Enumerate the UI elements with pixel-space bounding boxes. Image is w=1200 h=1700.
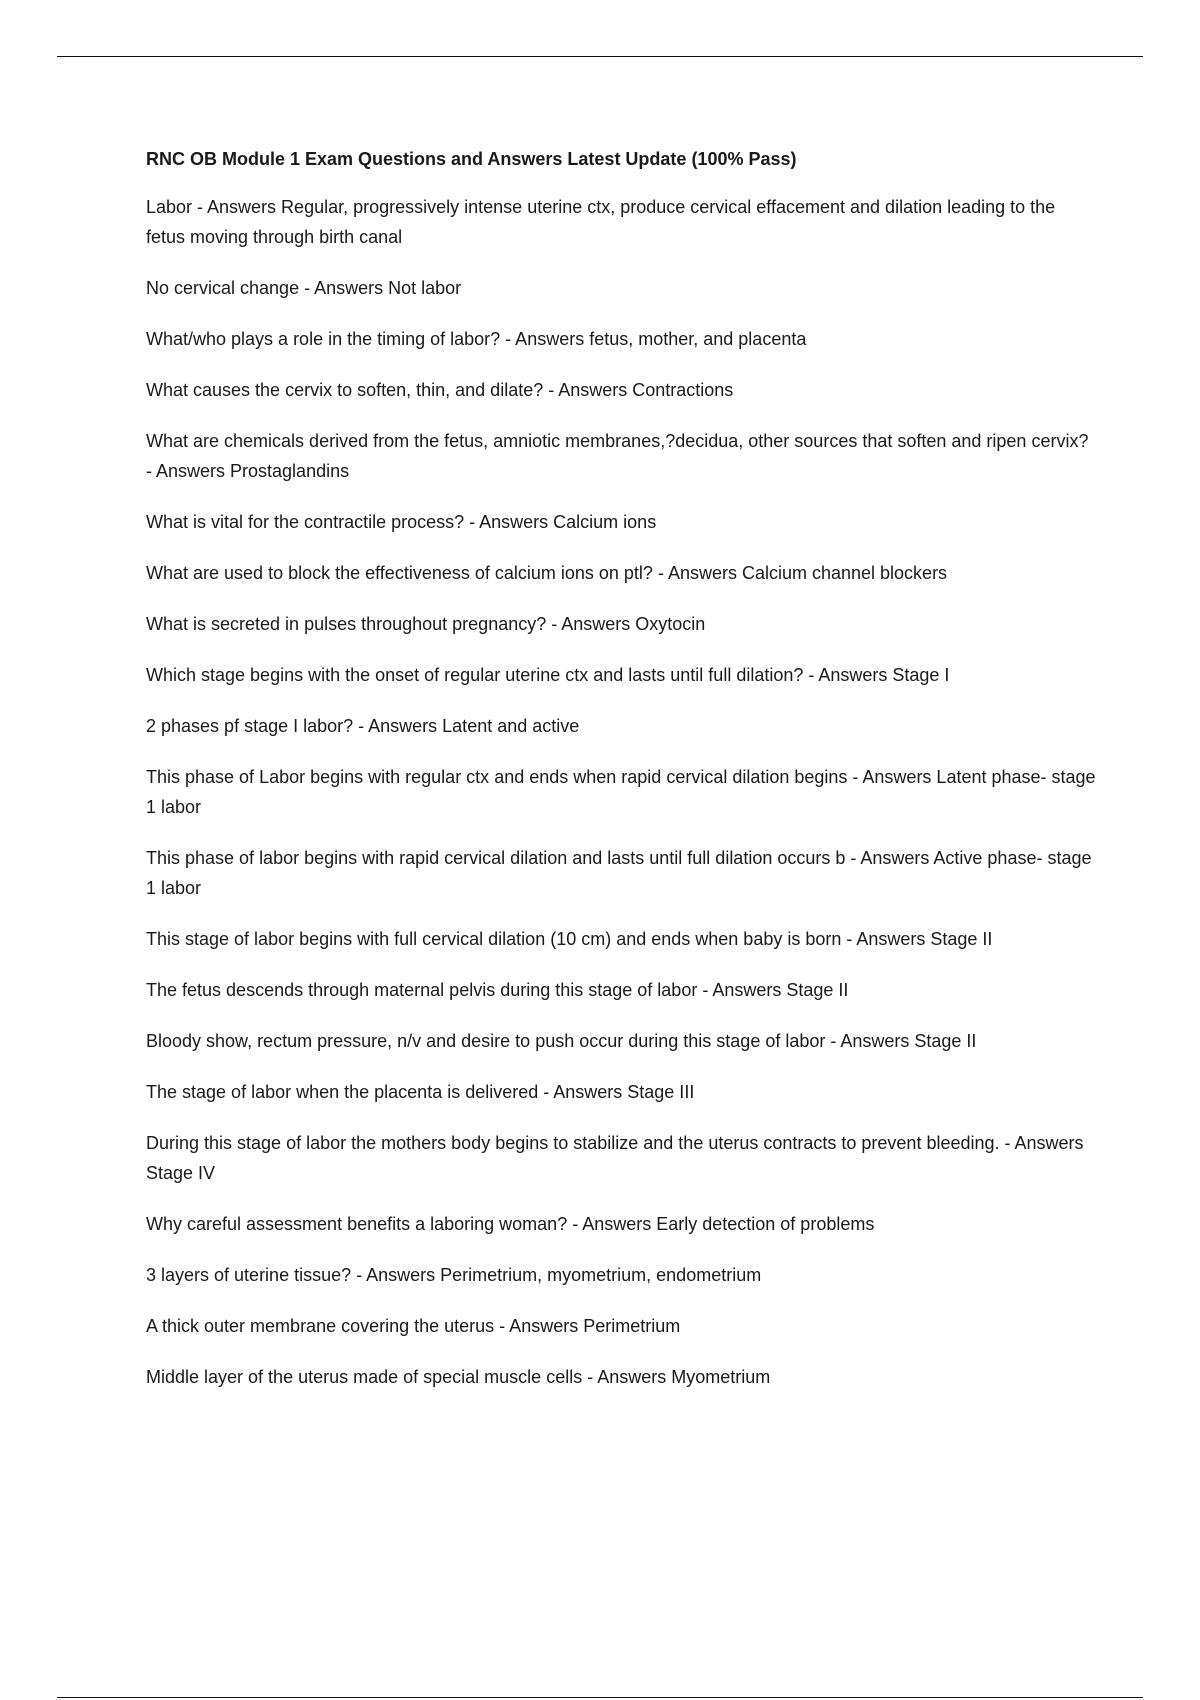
qa-item: Which stage begins with the onset of regular uterine ctx and lasts until full dilation? - Answers Stage I xyxy=(146,665,950,685)
qa-item: What/who plays a role in the timing of labor? - Answers fetus, mother, and placenta xyxy=(146,329,807,349)
qa-item: 2 phases pf stage I labor? - Answers Latent and active xyxy=(146,716,580,736)
qa-item: What causes the cervix to soften, thin, and dilate? - Answers Contractions xyxy=(146,380,734,400)
footer-rule xyxy=(57,1697,1143,1698)
qa-item: What is vital for the contractile process? - Answers Calcium ions xyxy=(146,512,657,532)
qa-item: During this stage of labor the mothers body begins to stabilize and the uterus contracts to prevent bleeding. - Answers Stage IV xyxy=(146,1133,1084,1183)
qa-item: 3 layers of uterine tissue? - Answers Perimetrium, myometrium, endometrium xyxy=(146,1265,762,1285)
qa-item: Middle layer of the uterus made of special muscle cells - Answers Myometrium xyxy=(146,1367,771,1387)
qa-item: This phase of labor begins with rapid cervical dilation and lasts until full dilation occurs b - Answers Active phase- stage 1 labor xyxy=(146,848,1092,898)
document-body xyxy=(146,146,1096,1413)
qa-list xyxy=(146,192,1096,1392)
qa-item: The stage of labor when the placenta is delivered - Answers Stage III xyxy=(146,1082,695,1102)
qa-item: A thick outer membrane covering the uterus - Answers Perimetrium xyxy=(146,1316,681,1336)
qa-item: Why careful assessment benefits a laboring woman? - Answers Early detection of problems xyxy=(146,1214,875,1234)
qa-item: What are used to block the effectiveness of calcium ions on ptl? - Answers Calcium channel blockers xyxy=(146,563,948,583)
qa-item: Bloody show, rectum pressure, n/v and desire to push occur during this stage of labor - Answers Stage II xyxy=(146,1031,977,1051)
qa-item: The fetus descends through maternal pelvis during this stage of labor - Answers Stage II xyxy=(146,980,849,1000)
qa-item: What are chemicals derived from the fetus, amniotic membranes,?decidua, other sources that soften and ripen cervix? - Answers Prostaglandins xyxy=(146,431,1089,481)
qa-item: This stage of labor begins with full cervical dilation (10 cm) and ends when baby is born - Answers Stage II xyxy=(146,929,993,949)
header-rule xyxy=(57,56,1143,57)
qa-item: Labor - Answers Regular, progressively intense uterine ctx, produce cervical effacement and dilation leading to the fetus moving through birth canal xyxy=(146,197,1056,247)
document-title: RNC OB Module 1 Exam Questions and Answers Latest Update (100% Pass) xyxy=(146,149,797,169)
qa-item: This phase of Labor begins with regular ctx and ends when rapid cervical dilation begins - Answers Latent phase- stage 1 labor xyxy=(146,767,1096,817)
qa-item: What is secreted in pulses throughout pregnancy? - Answers Oxytocin xyxy=(146,614,706,634)
qa-item: No cervical change - Answers Not labor xyxy=(146,278,462,298)
